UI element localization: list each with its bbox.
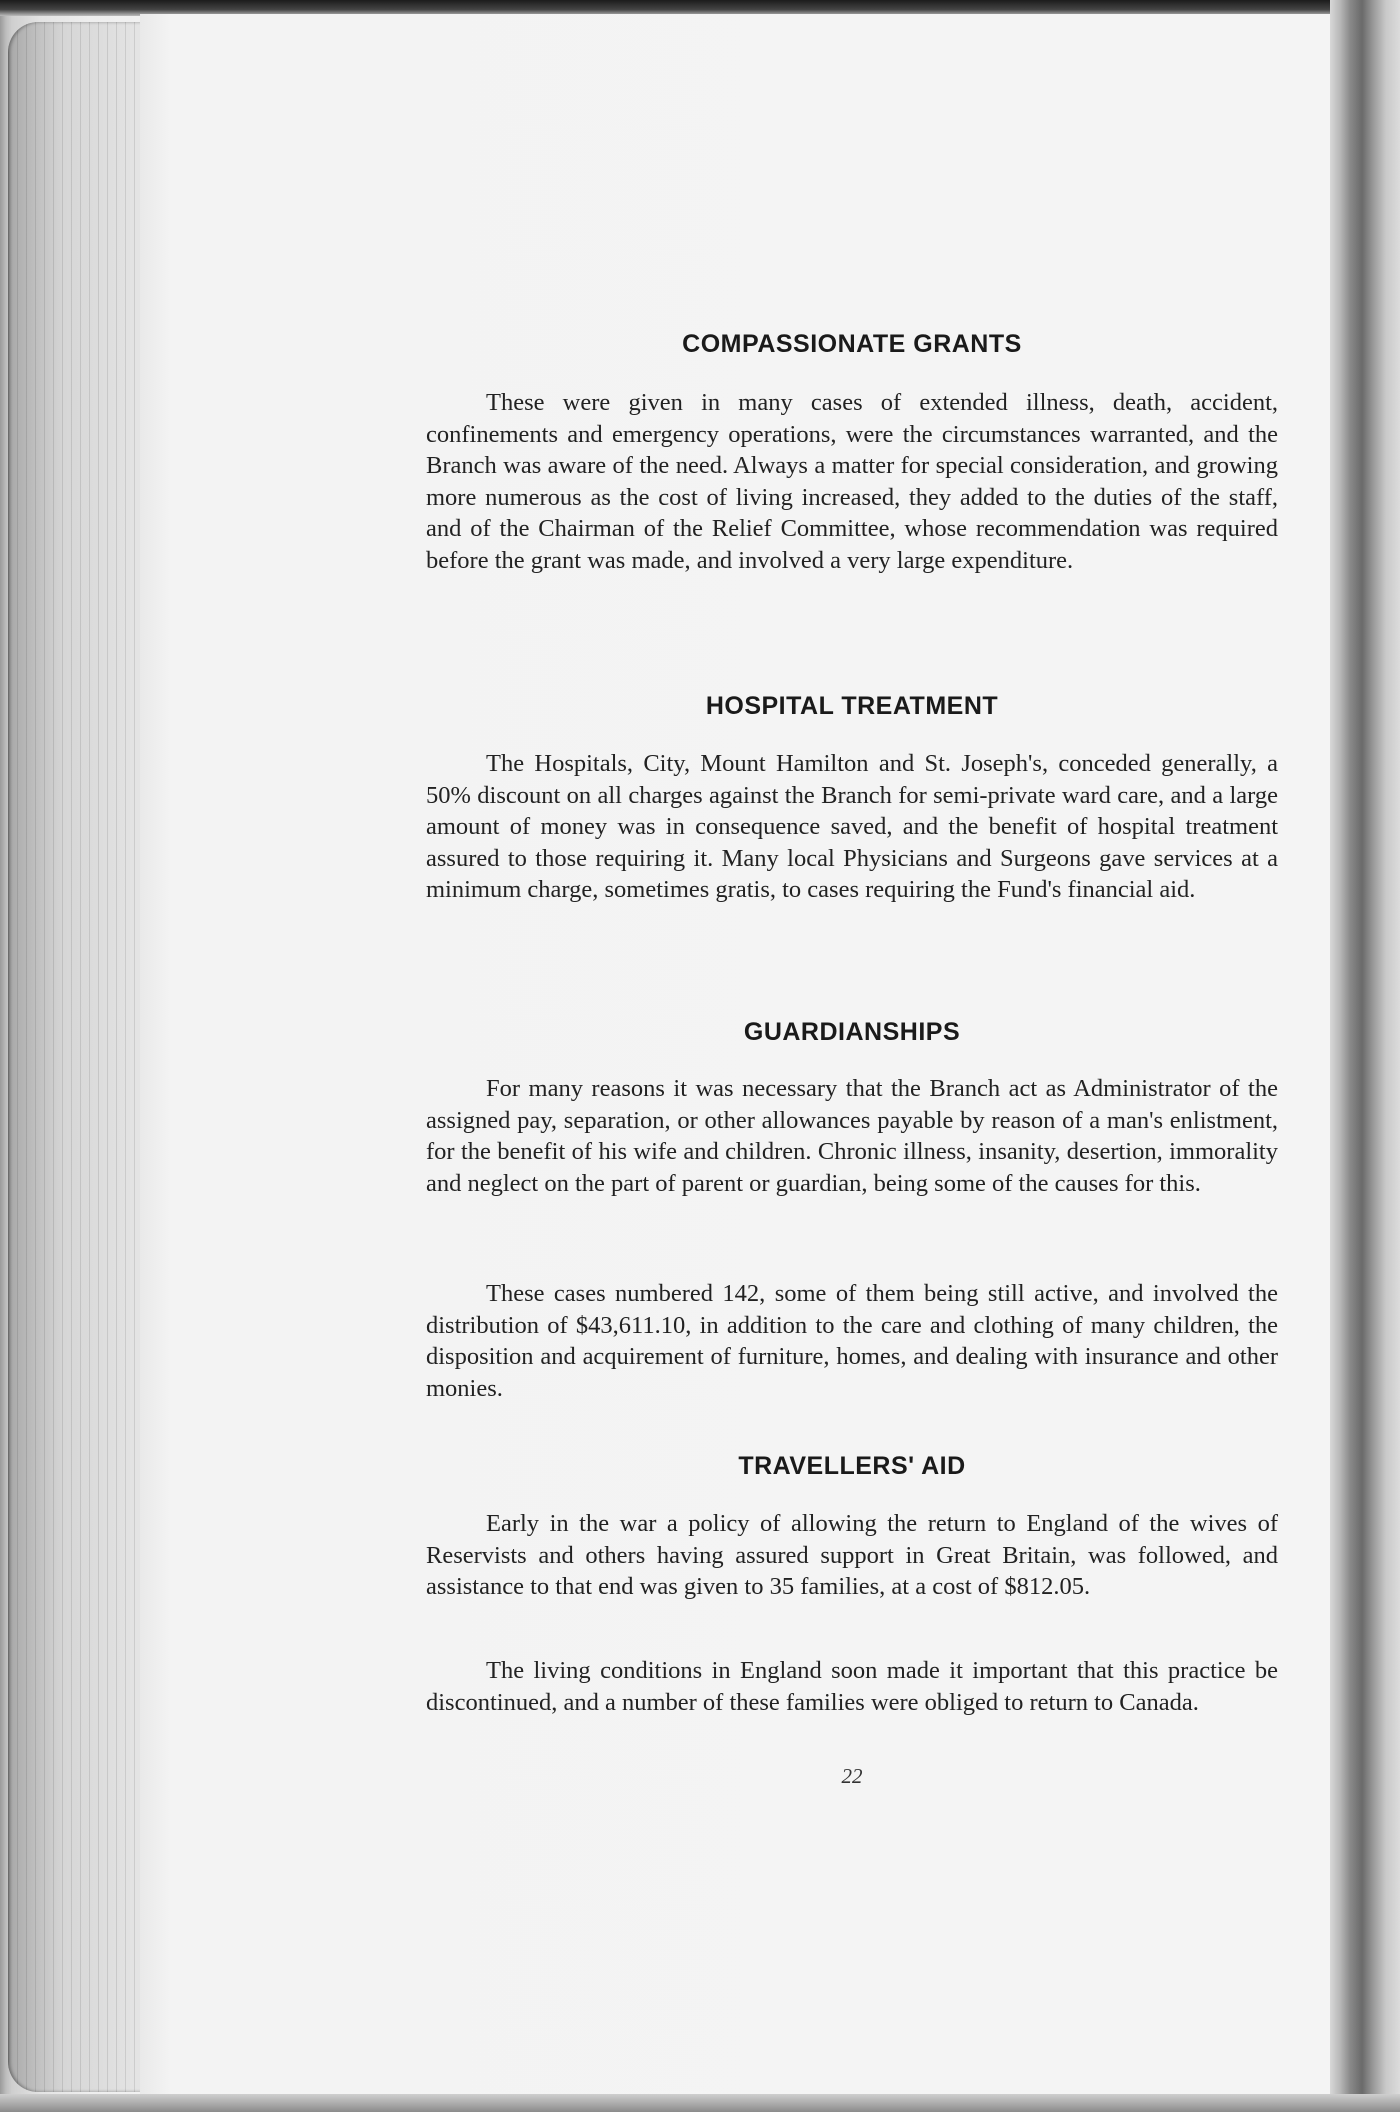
page-stack-edge xyxy=(8,22,148,2092)
paragraph-travellers-aid-2: The living conditions in England soon made it important that this practice be discontinued, and a number of these families were obliged to return to Canada. xyxy=(426,1657,1278,1716)
section-heading-compassionate-grants: COMPASSIONATE GRANTS xyxy=(682,330,1022,358)
book-bottom-edge xyxy=(0,2094,1400,2112)
book-gutter xyxy=(1330,0,1400,2112)
section-heading-travellers-aid: TRAVELLERS' AID xyxy=(738,1452,966,1480)
paragraph-guardianships-2: These cases numbered 142, some of them being still active, and involved the distribution of $43,611.10, in addition to the care and clothing of many children, the disposition and acquirement of furniture, homes, and dealing with insurance and other monies. xyxy=(426,1280,1278,1402)
section-heading-guardianships: GUARDIANSHIPS xyxy=(743,1018,961,1046)
section-heading-hospital-treatment: HOSPITAL TREATMENT xyxy=(705,692,999,720)
page-number: 22 xyxy=(841,1764,863,1788)
paragraph-compassionate-grants: These were given in many cases of extended illness, death, accident, confinements and emergency operations, were the circumstances warranted, and the Branch was aware of the need. Always a matter for special consideration, and growing more numerous as the cost of living increased, they added to the duties of the staff, and of the Chairman of the Relief Committee, whose recommendation was required before the grant was made, and involved a very large expenditure. xyxy=(426,389,1278,574)
paragraph-hospital-treatment: The Hospitals, City, Mount Hamilton and St. Joseph's, conceded generally, a 50% discount on all charges against the Branch for semi-private ward care, and a large amount of money was in consequence saved, and the benefit of hospital treatment assured to those requiring it. Many local Physicians and Surgeons gave services at a minimum charge, sometimes gratis, to cases requiring the Fund's financial aid. xyxy=(426,750,1278,903)
paragraph-guardianships-1: For many reasons it was necessary that the Branch act as Administrator of the assigned pay, separation, or other allowances payable by reason of a man's enlistment, for the benefit of his wife and children. Chronic illness, insanity, desertion, immorality and neglect on the part of parent or guardian, being some of the causes for this. xyxy=(426,1075,1278,1197)
paragraph-travellers-aid-1: Early in the war a policy of allowing the return to England of the wives of Reservists and others having assured support in Great Britain, was followed, and assistance to that end was given to 35 families, at a cost of $812.05. xyxy=(426,1510,1278,1600)
